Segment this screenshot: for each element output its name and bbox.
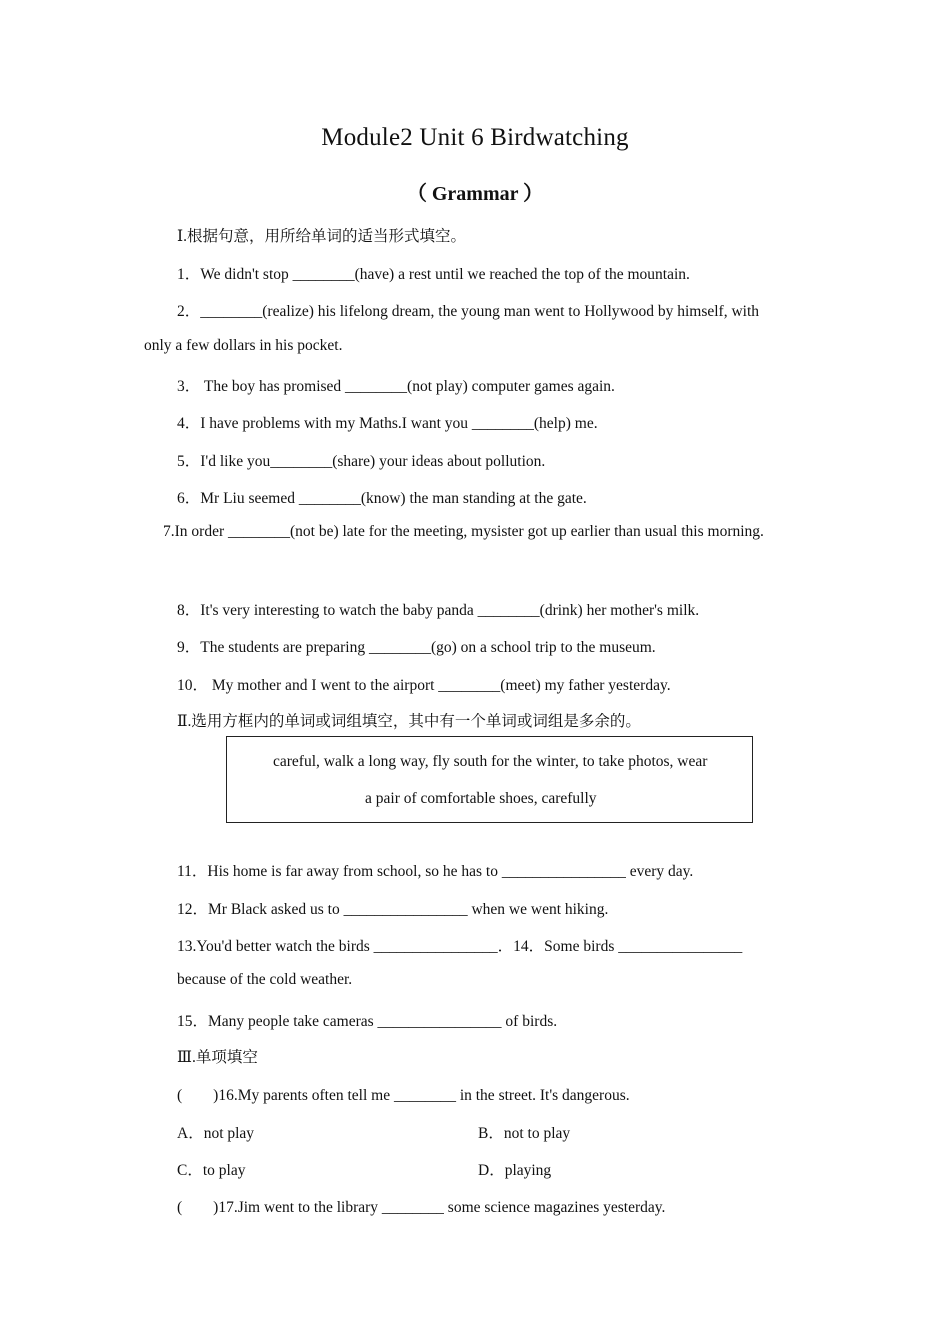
question-2-continued: only a few dollars in his pocket. [144,337,343,354]
section-2-heading: Ⅱ.选用方框内的单词或词组填空，其中有一个单词或词组是多余的。 [177,713,641,730]
question-10: 10． My mother and I went to the airport ________(meet) my father yesterday. [177,677,671,694]
question-16: ( )16.My parents often tell me ________ in the street. It's dangerous. [177,1087,630,1104]
question-8: 8．It's very interesting to watch the baby panda ________(drink) her mother's milk. [177,602,700,619]
word-box-line-1: careful, walk a long way, fly south for the winter, to take photos, wear [273,753,708,770]
question-5: 5．I'd like you________(share) your ideas about pollution. [177,453,546,470]
question-16-option-c: C．to play [177,1162,246,1179]
question-14-continued: because of the cold weather. [177,971,353,988]
question-17: ( )17.Jim went to the library ________ some science magazines yesterday. [177,1199,666,1216]
question-16-option-a: A．not play [177,1125,255,1142]
question-1: 1．We didn't stop ________(have) a rest until we reached the top of the mountain. [177,266,690,283]
page-subtitle: （ Grammar ） [406,183,544,205]
question-9: 9．The students are preparing ________(go) on a school trip to the museum. [177,639,656,656]
question-12: 12．Mr Black asked us to ________________ when we went hiking. [177,901,609,918]
page-title: Module2 Unit 6 Birdwatching [321,124,629,151]
word-box [226,736,753,823]
question-4: 4．I have problems with my Maths.I want you ________(help) me. [177,415,598,432]
question-7: 7.In order ________(not be) late for the meeting, mysister got up earlier than usual this morning. [163,523,764,540]
question-3: 3． The boy has promised ________(not play) computer games again. [177,378,615,395]
word-box-line-2: a pair of comfortable shoes, carefully [365,790,597,807]
question-15: 15．Many people take cameras ________________ of birds. [177,1013,558,1030]
section-1-heading: Ⅰ.根据句意，用所给单词的适当形式填空。 [177,228,466,245]
question-16-option-b: B．not to play [478,1125,571,1142]
question-2: 2．________(realize) his lifelong dream, the young man went to Hollywood by himself, with [177,303,759,320]
section-3-heading: Ⅲ.单项填空 [177,1049,258,1066]
question-16-option-d: D．playing [478,1162,552,1179]
question-6: 6．Mr Liu seemed ________(know) the man standing at the gate. [177,490,587,507]
question-11: 11．His home is far away from school, so he has to ________________ every day. [177,863,694,880]
question-13-14: 13.You'd better watch the birds ________________．14．Some birds ________________ [177,938,743,955]
